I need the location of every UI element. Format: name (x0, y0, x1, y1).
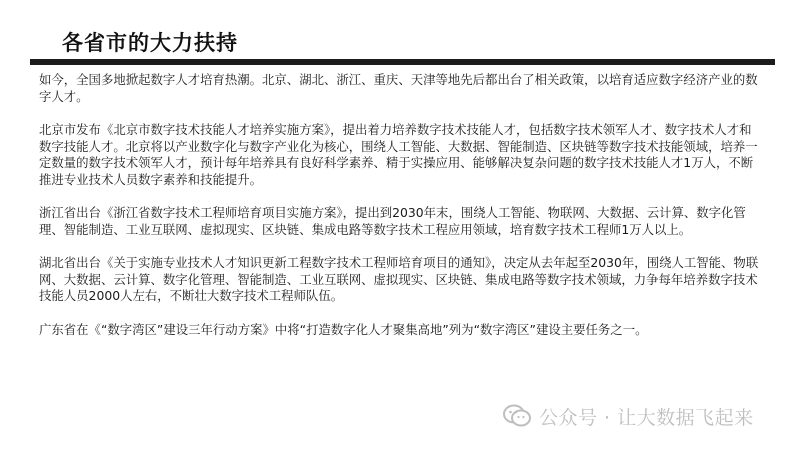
paragraph-hubei: 湖北省出台《关于实施专业技术人才知识更新工程数字技术工程师培育项目的通知》，决定从去年起至2030年，围绕人工智能、物联网、大数据、云计算、数字化管理、智能制造、工业互联网、虚拟现实、区块链、集成电路等数字技术领域，力争每年培养数字技术技能人员2000人左右，不断壮大数字技术工程师队伍。 (39, 255, 759, 303)
paragraph-zhejiang: 浙江省出台《浙江省数字技术工程师培育项目实施方案》，提出到2030年末，围绕人工智能、物联网、大数据、云计算、数字化管理、智能制造、工业互联网、虚拟现实、区块链、集成电路等数字技术工程应用领域，培育数字技术工程师1万人以上。 (39, 205, 746, 237)
watermark-text: 公众号 · 让大数据飞起来 (539, 406, 754, 429)
slide-title: 各省市的大力扶持 (62, 31, 238, 55)
wechat-official-account-icon (502, 403, 532, 429)
watermark (502, 401, 754, 431)
paragraph-beijing: 北京市发布《北京市数字技术技能人才培养实施方案》，提出着力培养数字技术技能人才，包括数字技术领军人才、数字技术人才和数字技能人才。北京将以产业数字化与数字产业化为核心，围绕人工智能、大数据、智能制造、区块链等数字技术技能领域，培养一定数量的数字技术领军人才，预计每年培养具有良好科学素养、精于实操应用、能够解决复杂问题的数字技术技能人才1万人，不断推进专业技术人员数字素养和技能提升。 (39, 122, 758, 187)
title-underline-bar (30, 59, 775, 65)
body-text (39, 72, 759, 355)
paragraph-intro: 如今，全国多地掀起数字人才培育热潮。北京、湖北、浙江、重庆、天津等地先后都出台了相关政策，以培育适应数字经济产业的数字人才。 (39, 72, 758, 104)
paragraph-guangdong: 广东省在《“数字湾区”建设三年行动方案》中将“打造数字化人才聚集高地”列为“数字湾区”建设主要任务之一。 (39, 321, 648, 337)
